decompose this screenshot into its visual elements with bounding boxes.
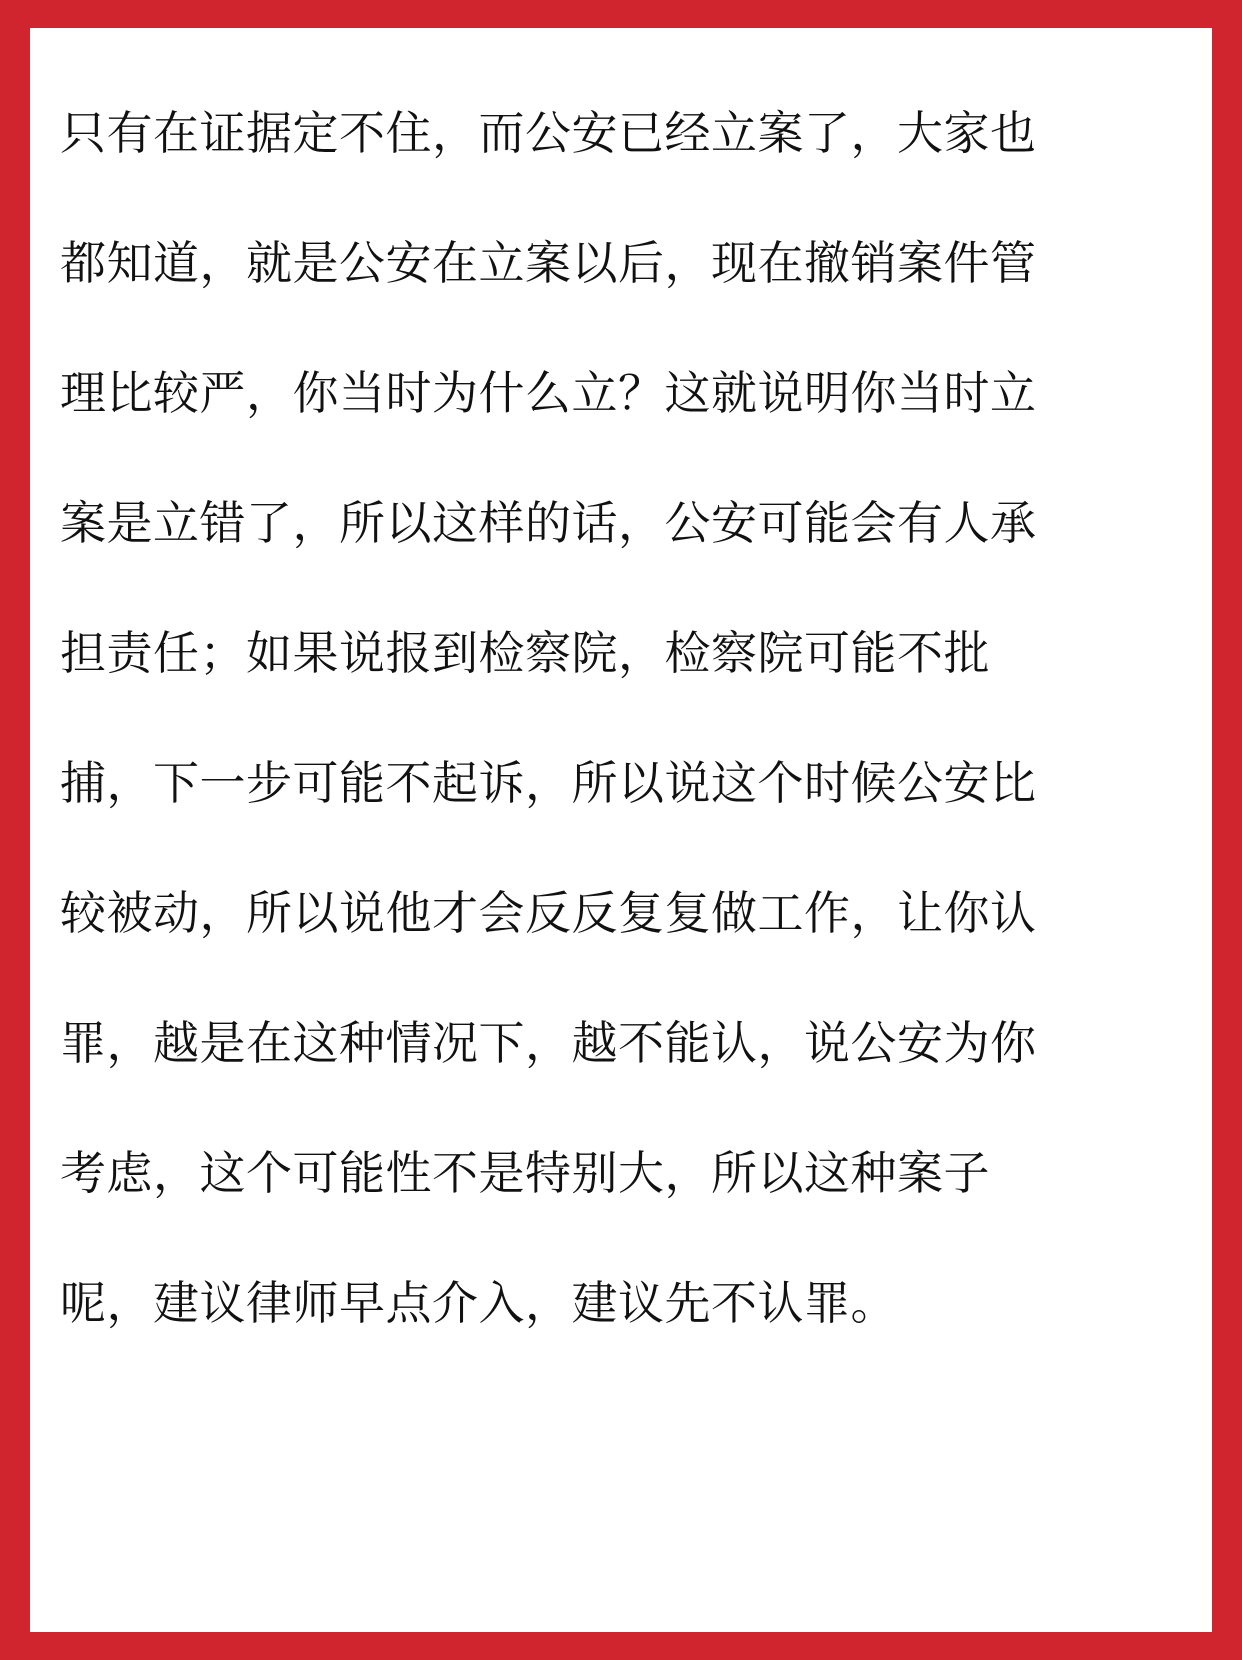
- article-line: 都知道，就是公安在立案以后，现在撤销案件管: [60, 236, 1037, 290]
- article-line: 理比较严，你当时为什么立？这就说明你当时立: [60, 366, 1037, 420]
- article-line: 案是立错了，所以这样的话，公安可能会有人承: [60, 496, 1037, 550]
- article-line: 捕，下一步可能不起诉，所以说这个时候公安比: [60, 756, 1037, 810]
- article-line: 担责任；如果说报到检察院，检察院可能不批: [60, 626, 990, 680]
- article-line: 只有在证据定不住，而公安已经立案了，大家也: [60, 106, 1037, 160]
- content-card: [30, 28, 1212, 1632]
- article-line: 考虑，这个可能性不是特别大，所以这种案子: [60, 1146, 990, 1200]
- article-line: 罪，越是在这种情况下，越不能认，说公安为你: [60, 1016, 1037, 1070]
- article-line: 较被动，所以说他才会反反复复做工作，让你认: [60, 886, 1037, 940]
- article-body: [60, 68, 1190, 1368]
- article-line: 呢，建议律师早点介入，建议先不认罪。: [60, 1276, 897, 1330]
